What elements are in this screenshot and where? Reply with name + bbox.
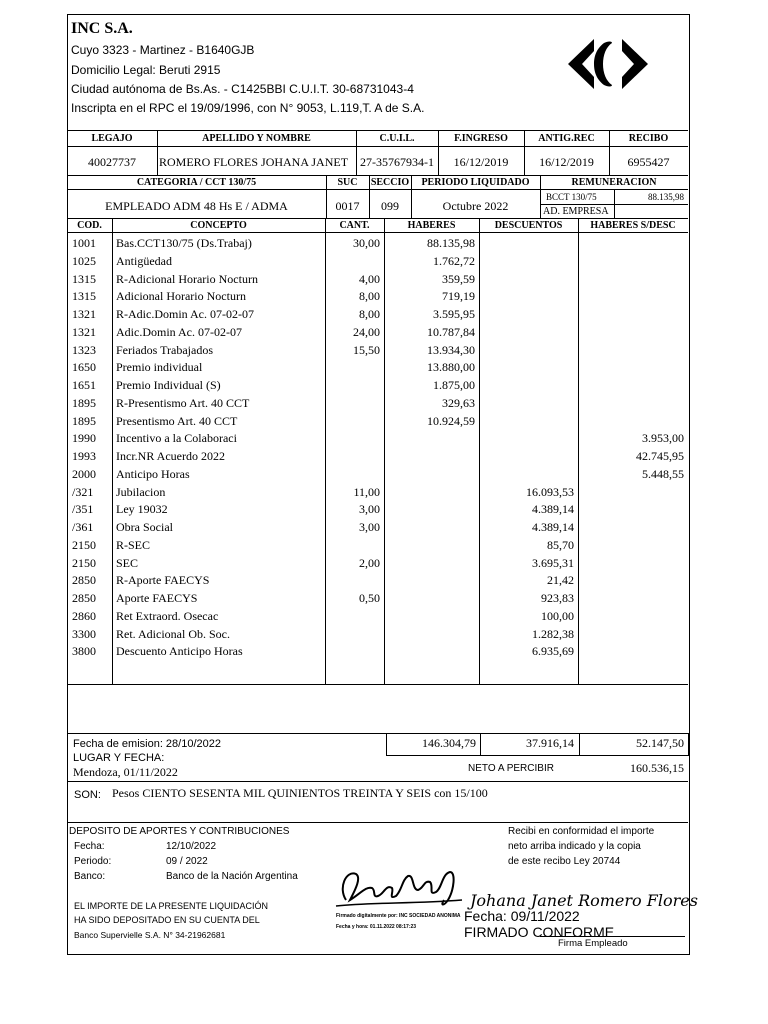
item-concepto: Adicional Horario Nocturn: [116, 289, 246, 304]
table-row: [0, 449, 768, 467]
item-cant: 30,00: [353, 236, 380, 250]
item-concepto: Presentismo Art. 40 CCT: [116, 413, 238, 428]
item-haberes: 13.880,00: [427, 360, 475, 375]
col-cant: CANT.: [339, 220, 370, 231]
label-suc: SUC: [337, 177, 358, 188]
firma-empleado-label: Firma Empleado: [558, 938, 628, 949]
item-cod: 1895: [72, 413, 96, 428]
item-cant: 11,00: [353, 484, 380, 499]
son-label: SON:: [74, 789, 101, 801]
company-legal-address: Domicilio Legal: Beruti 2915: [71, 63, 221, 77]
item-concepto: Obra Social: [116, 520, 173, 534]
item-concepto: SEC: [116, 555, 139, 570]
table-row: [0, 556, 768, 574]
item-cod: 3300: [72, 626, 96, 641]
deposit-periodo-value: 09 / 2022: [166, 856, 208, 867]
table-row: [0, 467, 768, 485]
label-seccion: SECCIO: [370, 177, 410, 188]
item-haberes: 10.924,59: [427, 413, 475, 428]
item-descuentos: 21,42: [547, 573, 574, 588]
label-fecha-ingreso: F.INGRESO: [454, 133, 508, 144]
item-cod: 1993: [72, 449, 96, 463]
item-concepto: Antigüedad: [116, 253, 172, 268]
value-legajo: 40027737: [88, 155, 136, 169]
item-concepto: R-Adic.Domin Ac. 07-02-07: [116, 307, 254, 321]
deposit-fecha-value: 12/10/2022: [166, 841, 217, 852]
rem-label-bcct: BCCT 130/75: [546, 192, 597, 202]
item-haberes: 10.787,84: [427, 324, 475, 339]
item-concepto: Descuento Anticipo Horas: [116, 644, 243, 659]
item-cod: 1315: [72, 289, 96, 304]
value-fecha-ingreso: 16/12/2019: [453, 155, 509, 169]
item-cant: 3,00: [359, 502, 380, 517]
company-city-cuit: Ciudad autónoma de Bs.As. - C1425BBI C.U.I.T. 30-68731043-4: [71, 82, 414, 96]
label-antiguedad: ANTIG.REC: [538, 133, 595, 144]
item-cod: 1001: [72, 236, 96, 250]
label-recibo: RECIBO: [628, 133, 669, 144]
item-descuentos: 3.695,31: [532, 555, 574, 570]
employer-signature: [332, 860, 468, 912]
table-row: [0, 414, 768, 432]
item-cod: 1321: [72, 324, 96, 339]
value-seccion: 099: [381, 199, 399, 213]
employee-signature-name: Johana Janet Romero Flores: [470, 891, 698, 910]
item-descuentos: 6.935,69: [532, 644, 574, 659]
item-cant: 8,00: [359, 289, 380, 304]
item-concepto: Aporte FAECYS: [116, 591, 198, 605]
label-apellido-nombre: APELLIDO Y NOMBRE: [202, 133, 311, 144]
table-row: [0, 485, 768, 503]
item-concepto: Premio individual: [116, 360, 203, 375]
col-descuentos: DESCUENTOS: [494, 220, 563, 231]
item-cant: 15,50: [353, 342, 380, 357]
item-descuentos: 100,00: [541, 608, 574, 623]
value-cuil: 27-35767934-1: [360, 155, 434, 169]
item-concepto: Ret Extraord. Osecac: [116, 608, 219, 623]
item-haberes: 13.934,30: [427, 342, 475, 357]
item-concepto: R-Presentismo Art. 40 CCT: [116, 395, 250, 410]
receipt-line-2: neto arriba indicado y la copia: [508, 841, 641, 852]
total-sdesc: 52.147,50: [636, 736, 684, 750]
rem-label-ad-empresa: AD. EMPRESA: [543, 206, 609, 217]
item-haberes: 1.762,72: [433, 253, 475, 268]
item-concepto: Premio Individual (S): [116, 378, 221, 392]
col-haberes: HABERES: [407, 220, 456, 231]
item-cod: 2150: [72, 537, 96, 552]
item-cod: 1321: [72, 307, 96, 321]
item-haberes-sdesc: 3.953,00: [642, 431, 684, 446]
col-concepto: CONCEPTO: [190, 220, 247, 231]
item-cod: /321: [72, 484, 94, 499]
item-haberes: 329,63: [442, 395, 475, 410]
rem-value-bcct: 88.135,98: [648, 192, 684, 202]
table-row: [0, 502, 768, 520]
item-cant: 4,00: [359, 271, 380, 286]
table-row: [0, 538, 768, 556]
item-cant: 8,00: [359, 307, 380, 321]
table-row: [0, 343, 768, 361]
table-row: [0, 520, 768, 538]
firmado-conforme: FIRMADO CONFORME: [464, 924, 615, 940]
item-haberes: 359,59: [442, 271, 475, 286]
deposit-title: DEPOSITO DE APORTES Y CONTRIBUCIONES: [69, 826, 290, 837]
label-categoria: CATEGORIA / CCT 130/75: [136, 177, 257, 188]
deposit-periodo-label: Periodo:: [74, 856, 112, 867]
item-descuentos: 4.389,14: [532, 520, 574, 534]
item-cod: 1315: [72, 271, 96, 286]
table-row: [0, 627, 768, 645]
company-registry: Inscripta en el RPC el 19/09/1996, con N° 9053, L.119,T. A de S.A.: [71, 101, 425, 115]
item-concepto: Jubilacion: [116, 484, 166, 499]
item-descuentos: 85,70: [547, 537, 574, 552]
value-categoria: EMPLEADO ADM 48 Hs E / ADMA: [105, 199, 288, 213]
value-recibo: 6955427: [627, 155, 670, 169]
table-row: [0, 431, 768, 449]
item-concepto: Ley 19032: [116, 502, 168, 517]
table-row: [0, 360, 768, 378]
item-cod: 1651: [72, 378, 96, 392]
item-cod: /351: [72, 502, 94, 517]
item-haberes: 1.875,00: [433, 378, 475, 392]
item-cod: 2150: [72, 555, 96, 570]
item-cod: 2000: [72, 466, 96, 481]
deposit-note-1: EL IMPORTE DE LA PRESENTE LIQUIDACIÓN: [74, 901, 269, 911]
place-value: Mendoza, 01/11/2022: [73, 765, 178, 779]
item-haberes: 88.135,98: [427, 236, 475, 250]
table-row: [0, 609, 768, 627]
col-haberes-sdesc: HABERES S/DESC: [590, 220, 676, 231]
item-concepto: R-SEC: [116, 537, 151, 552]
digital-sign-2: Fecha y hora: 01.11.2022 08:17:23: [336, 924, 417, 930]
value-antiguedad: 16/12/2019: [539, 155, 594, 169]
item-concepto: Ret. Adicional Ob. Soc.: [116, 626, 230, 641]
item-descuentos: 1.282,38: [532, 626, 574, 641]
item-cod: 2850: [72, 591, 96, 605]
company-name: INC S.A.: [71, 20, 133, 37]
table-row: [0, 236, 768, 254]
value-apellido-nombre: ROMERO FLORES JOHANA JANET: [159, 155, 349, 169]
label-legajo: LEGAJO: [91, 133, 133, 144]
item-haberes: 3.595,95: [433, 307, 475, 321]
item-descuentos: 923,83: [541, 591, 574, 605]
table-row: [0, 254, 768, 272]
table-row: [0, 325, 768, 343]
item-concepto: Adic.Domin Ac. 07-02-07: [116, 324, 242, 339]
item-cod: 1650: [72, 360, 96, 375]
total-descuentos: 37.916,14: [526, 736, 574, 750]
label-cuil: C.U.I.L.: [379, 133, 415, 144]
table-row: [0, 272, 768, 290]
son-text: Pesos CIENTO SESENTA MIL QUINIENTOS TREINTA Y SEIS con 15/100: [112, 786, 488, 800]
item-cod: 1025: [72, 253, 96, 268]
receipt-line-3: de este recibo Ley 20744: [508, 856, 621, 867]
item-cant: 24,00: [353, 324, 380, 339]
item-concepto: Anticipo Horas: [116, 466, 190, 481]
total-haberes: 146.304,79: [422, 736, 476, 750]
item-concepto: Incentivo a la Colaboraci: [116, 431, 237, 446]
table-row: [0, 644, 768, 662]
table-row: [0, 396, 768, 414]
emission-date: Fecha de emision: 28/10/2022: [73, 738, 221, 750]
item-cod: 3800: [72, 644, 96, 659]
carrefour-logo-icon: [566, 37, 650, 91]
item-cod: /361: [72, 520, 94, 534]
digital-sign-1: Firmado digitalmente por: INC SOCIEDAD ANONIMA: [336, 913, 461, 919]
item-concepto: R-Adicional Horario Nocturn: [116, 271, 258, 286]
signed-date: Fecha: 09/11/2022: [464, 908, 580, 924]
item-descuentos: 4.389,14: [532, 502, 574, 517]
item-cant: 3,00: [359, 520, 380, 534]
item-cod: 1990: [72, 431, 96, 446]
deposit-note-2: HA SIDO DEPOSITADO EN SU CUENTA DEL: [74, 915, 260, 925]
deposit-note-3: Banco Supervielle S.A. N° 34-21962681: [74, 930, 226, 940]
item-cod: 1323: [72, 342, 96, 357]
item-haberes-sdesc: 42.745,95: [636, 449, 684, 463]
item-cod: 2850: [72, 573, 96, 588]
item-haberes-sdesc: 5.448,55: [642, 466, 684, 481]
item-concepto: Feriados Trabajados: [116, 342, 213, 357]
deposit-fecha-label: Fecha:: [74, 841, 105, 852]
item-cod: 1895: [72, 395, 96, 410]
table-row: [0, 307, 768, 325]
item-cod: 2860: [72, 608, 96, 623]
table-row: [0, 289, 768, 307]
label-periodo: PERIODO LIQUIDADO: [421, 177, 530, 188]
company-address: Cuyo 3323 - Martinez - B1640GJB: [71, 43, 255, 57]
item-concepto: Incr.NR Acuerdo 2022: [116, 449, 225, 463]
deposit-banco-label: Banco:: [74, 871, 106, 882]
table-row: [0, 378, 768, 396]
place-label: LUGAR Y FECHA:: [73, 752, 165, 764]
table-row: [0, 573, 768, 591]
item-concepto: R-Aporte FAECYS: [116, 573, 210, 588]
neto-value: 160.536,15: [630, 761, 684, 775]
neto-label: NETO A PERCIBIR: [468, 763, 554, 774]
table-row: [0, 591, 768, 609]
value-suc: 0017: [335, 199, 360, 213]
value-periodo: Octubre 2022: [442, 199, 509, 213]
receipt-line-1: Recibi en conformidad el importe: [508, 826, 655, 837]
col-cod: COD.: [77, 220, 102, 231]
item-cant: 2,00: [359, 555, 380, 570]
item-concepto: Bas.CCT130/75 (Ds.Trabaj): [116, 236, 252, 250]
deposit-banco-value: Banco de la Nación Argentina: [166, 871, 298, 882]
item-haberes: 719,19: [442, 289, 475, 304]
item-cant: 0,50: [359, 591, 380, 605]
item-descuentos: 16.093,53: [526, 484, 574, 499]
label-remuneracion: REMUNERACION: [571, 177, 657, 188]
